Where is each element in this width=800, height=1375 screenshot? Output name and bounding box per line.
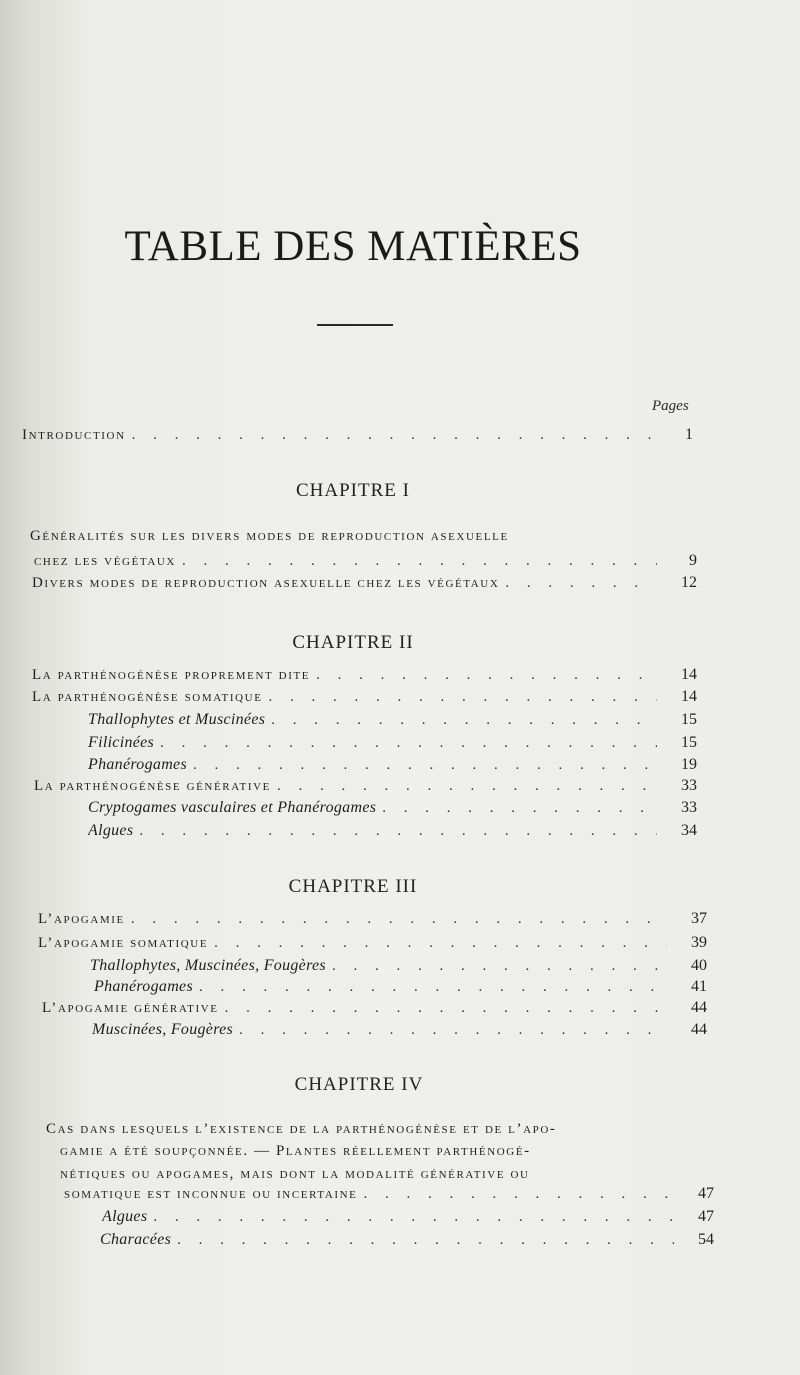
toc-entry-text: La parthénogénèse générative	[34, 778, 272, 794]
toc-entry[interactable]	[64, 1183, 714, 1205]
toc-entry-text: somatique est inconnue ou incertaine	[64, 1186, 358, 1202]
leader-dots	[219, 997, 667, 1019]
toc-entry-text: Divers modes de reproduction asexuelle chez les végétaux	[32, 575, 500, 591]
leader-dots	[310, 664, 657, 686]
chapter-heading-2: CHAPITRE II	[292, 632, 414, 653]
toc-entry-text-line: Cas dans lesquels l’existence de la parthénogénèse et de l’apo-	[46, 1121, 557, 1137]
toc-entry[interactable]	[38, 908, 707, 930]
leader-dots	[154, 732, 657, 754]
toc-entry[interactable]	[34, 550, 697, 572]
toc-entry-page: 19	[681, 756, 697, 773]
toc-entry-page: 33	[681, 777, 697, 794]
toc-entry[interactable]	[42, 997, 707, 1019]
toc-entry-text-line: nétiques ou apogames, mais dont la modalité générative ou	[60, 1166, 530, 1182]
toc-entry[interactable]	[34, 775, 697, 797]
toc-entry-text: Filicinées	[88, 734, 155, 751]
title-rule	[317, 324, 393, 326]
toc-entry-page: 15	[681, 734, 697, 751]
toc-entry-text: La parthénogénèse proprement dite	[32, 667, 311, 683]
toc-entry-page: 47	[698, 1208, 714, 1225]
leader-dots	[358, 1183, 675, 1205]
toc-subentry[interactable]	[88, 797, 697, 819]
toc-entry-page: 44	[691, 1021, 707, 1038]
leader-dots	[233, 1019, 667, 1041]
toc-subentry[interactable]	[90, 955, 707, 977]
toc-subentry[interactable]	[88, 709, 697, 731]
leader-dots	[147, 1206, 674, 1228]
toc-entry-text: Phanérogames	[88, 756, 187, 773]
toc-entry-text: Introduction	[22, 427, 126, 443]
leader-dots	[208, 932, 667, 954]
toc-entry-page: 40	[691, 957, 707, 974]
toc-subentry[interactable]	[94, 976, 707, 998]
leader-dots	[187, 754, 657, 776]
toc-subentry[interactable]	[88, 754, 697, 776]
leader-dots	[176, 550, 657, 572]
toc-entry-page: 37	[691, 910, 707, 927]
toc-entry-text-line: gamie a été soupçonnée. — Plantes réellement parthénogé-	[60, 1143, 531, 1159]
toc-entry[interactable]	[32, 664, 697, 686]
toc-subentry[interactable]	[88, 732, 697, 754]
toc-entry-page: 14	[681, 666, 697, 683]
toc-entry-page: 14	[681, 688, 697, 705]
toc-subentry[interactable]	[92, 1019, 707, 1041]
toc-entry-text: Algues	[88, 822, 134, 839]
leader-dots	[499, 572, 657, 594]
toc-entry-page: 41	[691, 978, 707, 995]
toc-entry-text: La parthénogénèse somatique	[32, 689, 263, 705]
toc-entry-introduction[interactable]	[22, 424, 693, 446]
leader-dots	[126, 424, 653, 446]
toc-entry-text: L’apogamie somatique	[38, 935, 209, 951]
leader-dots	[193, 976, 667, 998]
leader-dots	[133, 820, 657, 842]
chapter-heading-3: CHAPITRE III	[288, 876, 418, 897]
leader-dots	[271, 775, 657, 797]
toc-entry-text: Muscinées, Fougères	[92, 1021, 234, 1038]
toc-entry[interactable]	[32, 572, 697, 594]
toc-entry-page: 33	[681, 799, 697, 816]
toc-entry-page: 54	[698, 1231, 714, 1248]
pages-column-label: Pages	[652, 398, 689, 414]
toc-entry-page: 44	[691, 999, 707, 1016]
leader-dots	[265, 709, 657, 731]
toc-entry-page: 9	[689, 552, 697, 569]
toc-entry-text: L’apogamie générative	[42, 1000, 219, 1016]
toc-entry-text: L’apogamie	[38, 911, 125, 927]
toc-entry-page: 34	[681, 822, 697, 839]
leader-dots	[125, 908, 667, 930]
toc-entry-page: 39	[691, 934, 707, 951]
toc-entry[interactable]	[38, 932, 707, 954]
toc-subentry[interactable]	[88, 820, 697, 842]
leader-dots	[171, 1229, 674, 1251]
toc-entry-page: 12	[681, 574, 697, 591]
toc-entry[interactable]	[32, 686, 697, 708]
leader-dots	[376, 797, 657, 819]
toc-entry-text: Phanérogames	[94, 978, 193, 995]
toc-entry-text: Cryptogames vasculaires et Phanérogames	[88, 799, 377, 816]
toc-entry-text: Characées	[100, 1231, 172, 1248]
toc-entry-text: Thallophytes et Muscinées	[88, 711, 266, 728]
toc-entry-page: 15	[681, 711, 697, 728]
toc-entry-text: Thallophytes, Muscinées, Fougères	[90, 957, 326, 974]
toc-subentry[interactable]	[102, 1206, 714, 1228]
page-title: TABLE DES MATIÈRES	[124, 223, 582, 270]
chapter-heading-1: CHAPITRE I	[296, 480, 410, 501]
toc-entry-page: 47	[698, 1185, 714, 1202]
leader-dots	[326, 955, 667, 977]
toc-entry-page: 1	[685, 426, 693, 443]
chapter-heading-4: CHAPITRE IV	[294, 1074, 424, 1095]
toc-entry-text-line: Généralités sur les divers modes de reproduction asexuelle	[30, 528, 509, 544]
leader-dots	[263, 686, 657, 708]
toc-subentry[interactable]	[100, 1229, 714, 1251]
toc-entry-text: chez les végétaux	[34, 553, 176, 569]
toc-entry-text: Algues	[102, 1208, 148, 1225]
